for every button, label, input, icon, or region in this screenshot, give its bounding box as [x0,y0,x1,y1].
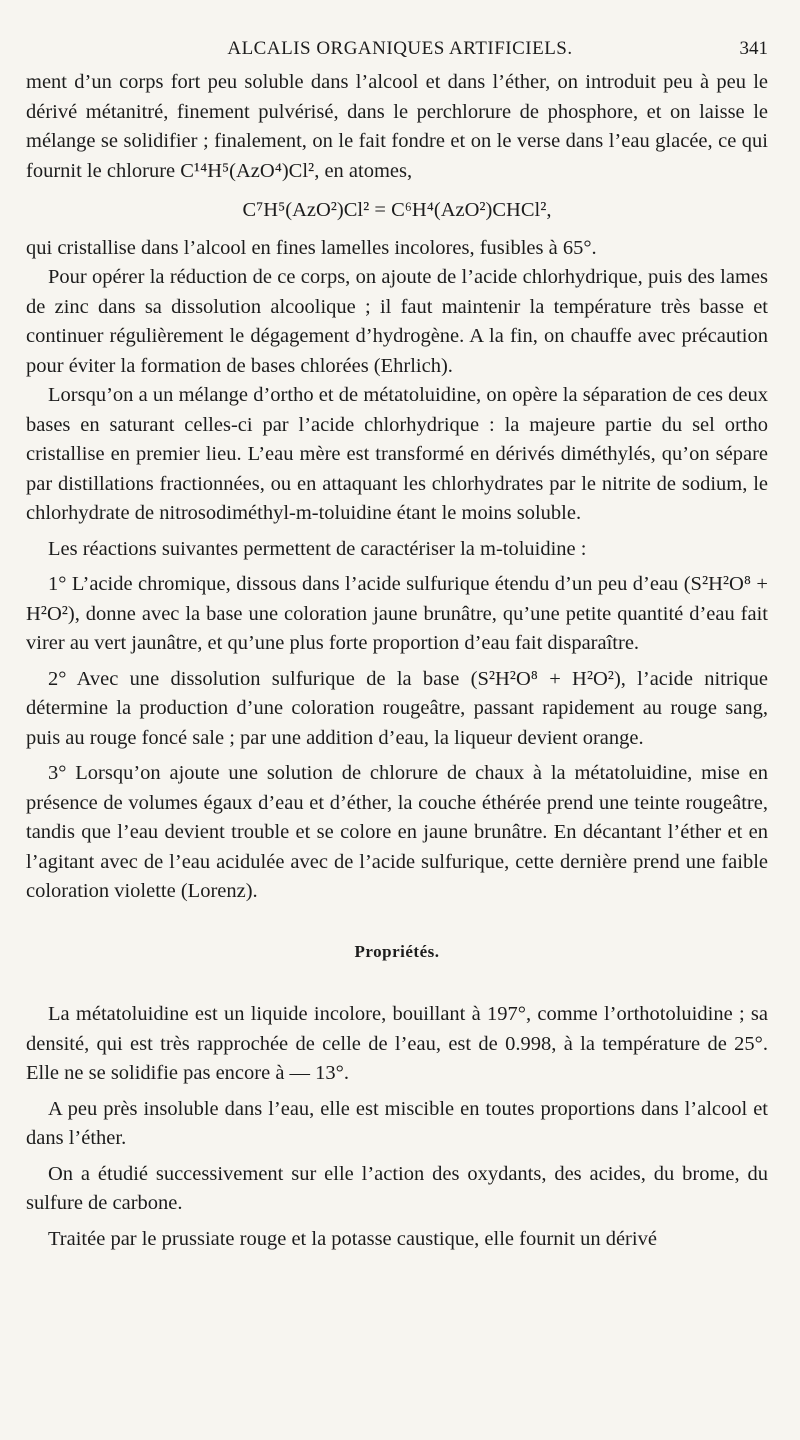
paragraph-reduction: Pour opérer la réduction de ce corps, on ajoute de l’acide chlorhydrique, puis des lames de zinc dans sa dissolution alcoolique ; il faut maintenir la température très basse et continuer régulièrement le dégagement d’hydrogène. A la fin, on chauffe avec précaution pour éviter la formation de bases chlorées (Ehrlich). [26,266,768,377]
paragraph-properties: La métatoluidine est un liquide incolore, bouillant à 197°, comme l’orthotoluidine ; sa densité, qui est très rapprochée de celle de l’eau, est de 0.998, à la température de 25°. Elle ne se solidifie pas encore à — 13°. [26,1003,768,1084]
running-title: ALCALIS ORGANIQUES ARTIFICIELS. [227,38,573,59]
paragraph-reaction-2: 2° Avec une dissolution sulfurique de la base (S²H²O⁸ + H²O²), l’acide nitrique détermine la production d’une coloration rougeâtre, passant rapidement au rouge sang, puis au rouge foncé sale ; par une addition d’eau, la liqueur devient orange. [26,667,768,749]
paragraph-reaction-3: 3° Lorsqu’on ajoute une solution de chlorure de chaux à la métatoluidine, mise en présence de volumes égaux d’eau et d’éther, la couche éthérée prend une teinte rougeâtre, tandis que l’eau devient trouble et se colore en jaune brunâtre. En décantant l’éther et en l’agitant avec de l’eau acidulée avec de l’acide sulfurique, cette dernière prend une faible coloration violette (Lorenz). [26,762,768,902]
paragraph-crystallization: qui cristallise dans l’alcool en fines lamelles incolores, fusibles à 65°. [26,236,597,259]
paragraph-studies: On a étudié successivement sur elle l’action des oxydants, des acides, du brome, du sulfure de carbone. [26,1162,768,1214]
page-number: 341 [739,38,768,59]
paragraph-prussiate: Traitée par le prussiate rouge et la potasse caustique, elle fournit un dérivé [48,1227,657,1250]
page-header [0,34,800,64]
chemical-formula: C⁷H⁵(AzO²)Cl² = C⁶H⁴(AzO²)CHCl², [242,199,552,221]
paragraph-separation: Lorsqu’on a un mélange d’ortho et de métatoluidine, on opère la séparation de ces deux bases en saturant celles-ci par l’acide chlorhydrique : la majeure partie du sel ortho cristallise en premier lieu. L’eau mère est transformé en dérivés diméthylés, qu’on sépare par distillations fractionnées, ou en attaquant les chlorhydrates par le nitrite de sodium, le chlorhydrate de nitrosodiméthyl-m-toluidine étant le moins soluble. [26,384,768,524]
paragraph-continuation: ment d’un corps fort peu soluble dans l’alcool et dans l’éther, on introduit peu à peu le dérivé métanitré, finement pulvérisé, dans le perchlorure de phosphore, et on laisse le mélange se solidifier ; finalement, on le fait fondre et on le verse dans l’eau glacée, ce qui fournit le chlorure C¹⁴H⁵(AzO⁴)Cl², en atomes, [26,71,768,182]
paragraph-reactions-intro: Les réactions suivantes permettent de caractériser la m-toluidine : [48,537,587,560]
page-body [26,68,768,1254]
section-heading: Propriétés. [354,941,440,961]
paragraph-reaction-1: 1° L’acide chromique, dissous dans l’acide sulfurique étendu d’un peu d’eau (S²H²O⁸ + H²O²), donne avec la base une coloration jaune brunâtre, qu’une petite quantité d’eau fait virer au vert jaunâtre, et qu’une plus forte proportion d’eau fait disparaître. [26,573,768,654]
paragraph-solubility: A peu près insoluble dans l’eau, elle est miscible en toutes proportions dans l’alcool et dans l’éther. [26,1097,768,1149]
